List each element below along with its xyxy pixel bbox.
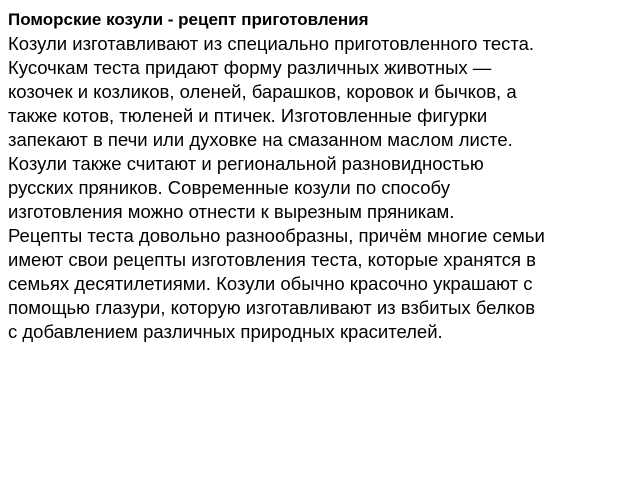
text-line: Козули также считают и региональной разновидностью bbox=[8, 153, 484, 174]
text-line: также котов, тюленей и птичек. Изготовленные фигурки bbox=[8, 105, 488, 126]
text-line: семьях десятилетиями. Козули обычно красочно украшают с bbox=[8, 273, 533, 294]
text-line: запекают в печи или духовке на смазанном маслом листе. bbox=[8, 129, 513, 150]
page-title: Поморские козули - рецепт приготовления bbox=[8, 10, 369, 29]
text-line: Кусочкам теста придают форму различных животных — bbox=[8, 57, 492, 78]
text-line: Рецепты теста довольно разнообразны, причём многие семьи bbox=[8, 225, 545, 246]
text-line: козочек и козликов, оленей, барашков, коровок и бычков, а bbox=[8, 81, 517, 102]
paragraph-description bbox=[8, 32, 636, 224]
text-line: имеют свои рецепты изготовления теста, которые хранятся в bbox=[8, 249, 536, 270]
text-line: русских пряников. Современные козули по способу bbox=[8, 177, 450, 198]
text-line: Козули изготавливают из специально приготовленного теста. bbox=[8, 33, 535, 54]
text-line: помощью глазури, которую изготавливают из взбитых белков bbox=[8, 297, 536, 318]
text-line: с добавлением различных природных красителей. bbox=[8, 321, 443, 342]
paragraph-recipes bbox=[8, 224, 636, 344]
text-line: изготовления можно отнести к вырезным пряникам. bbox=[8, 201, 455, 222]
